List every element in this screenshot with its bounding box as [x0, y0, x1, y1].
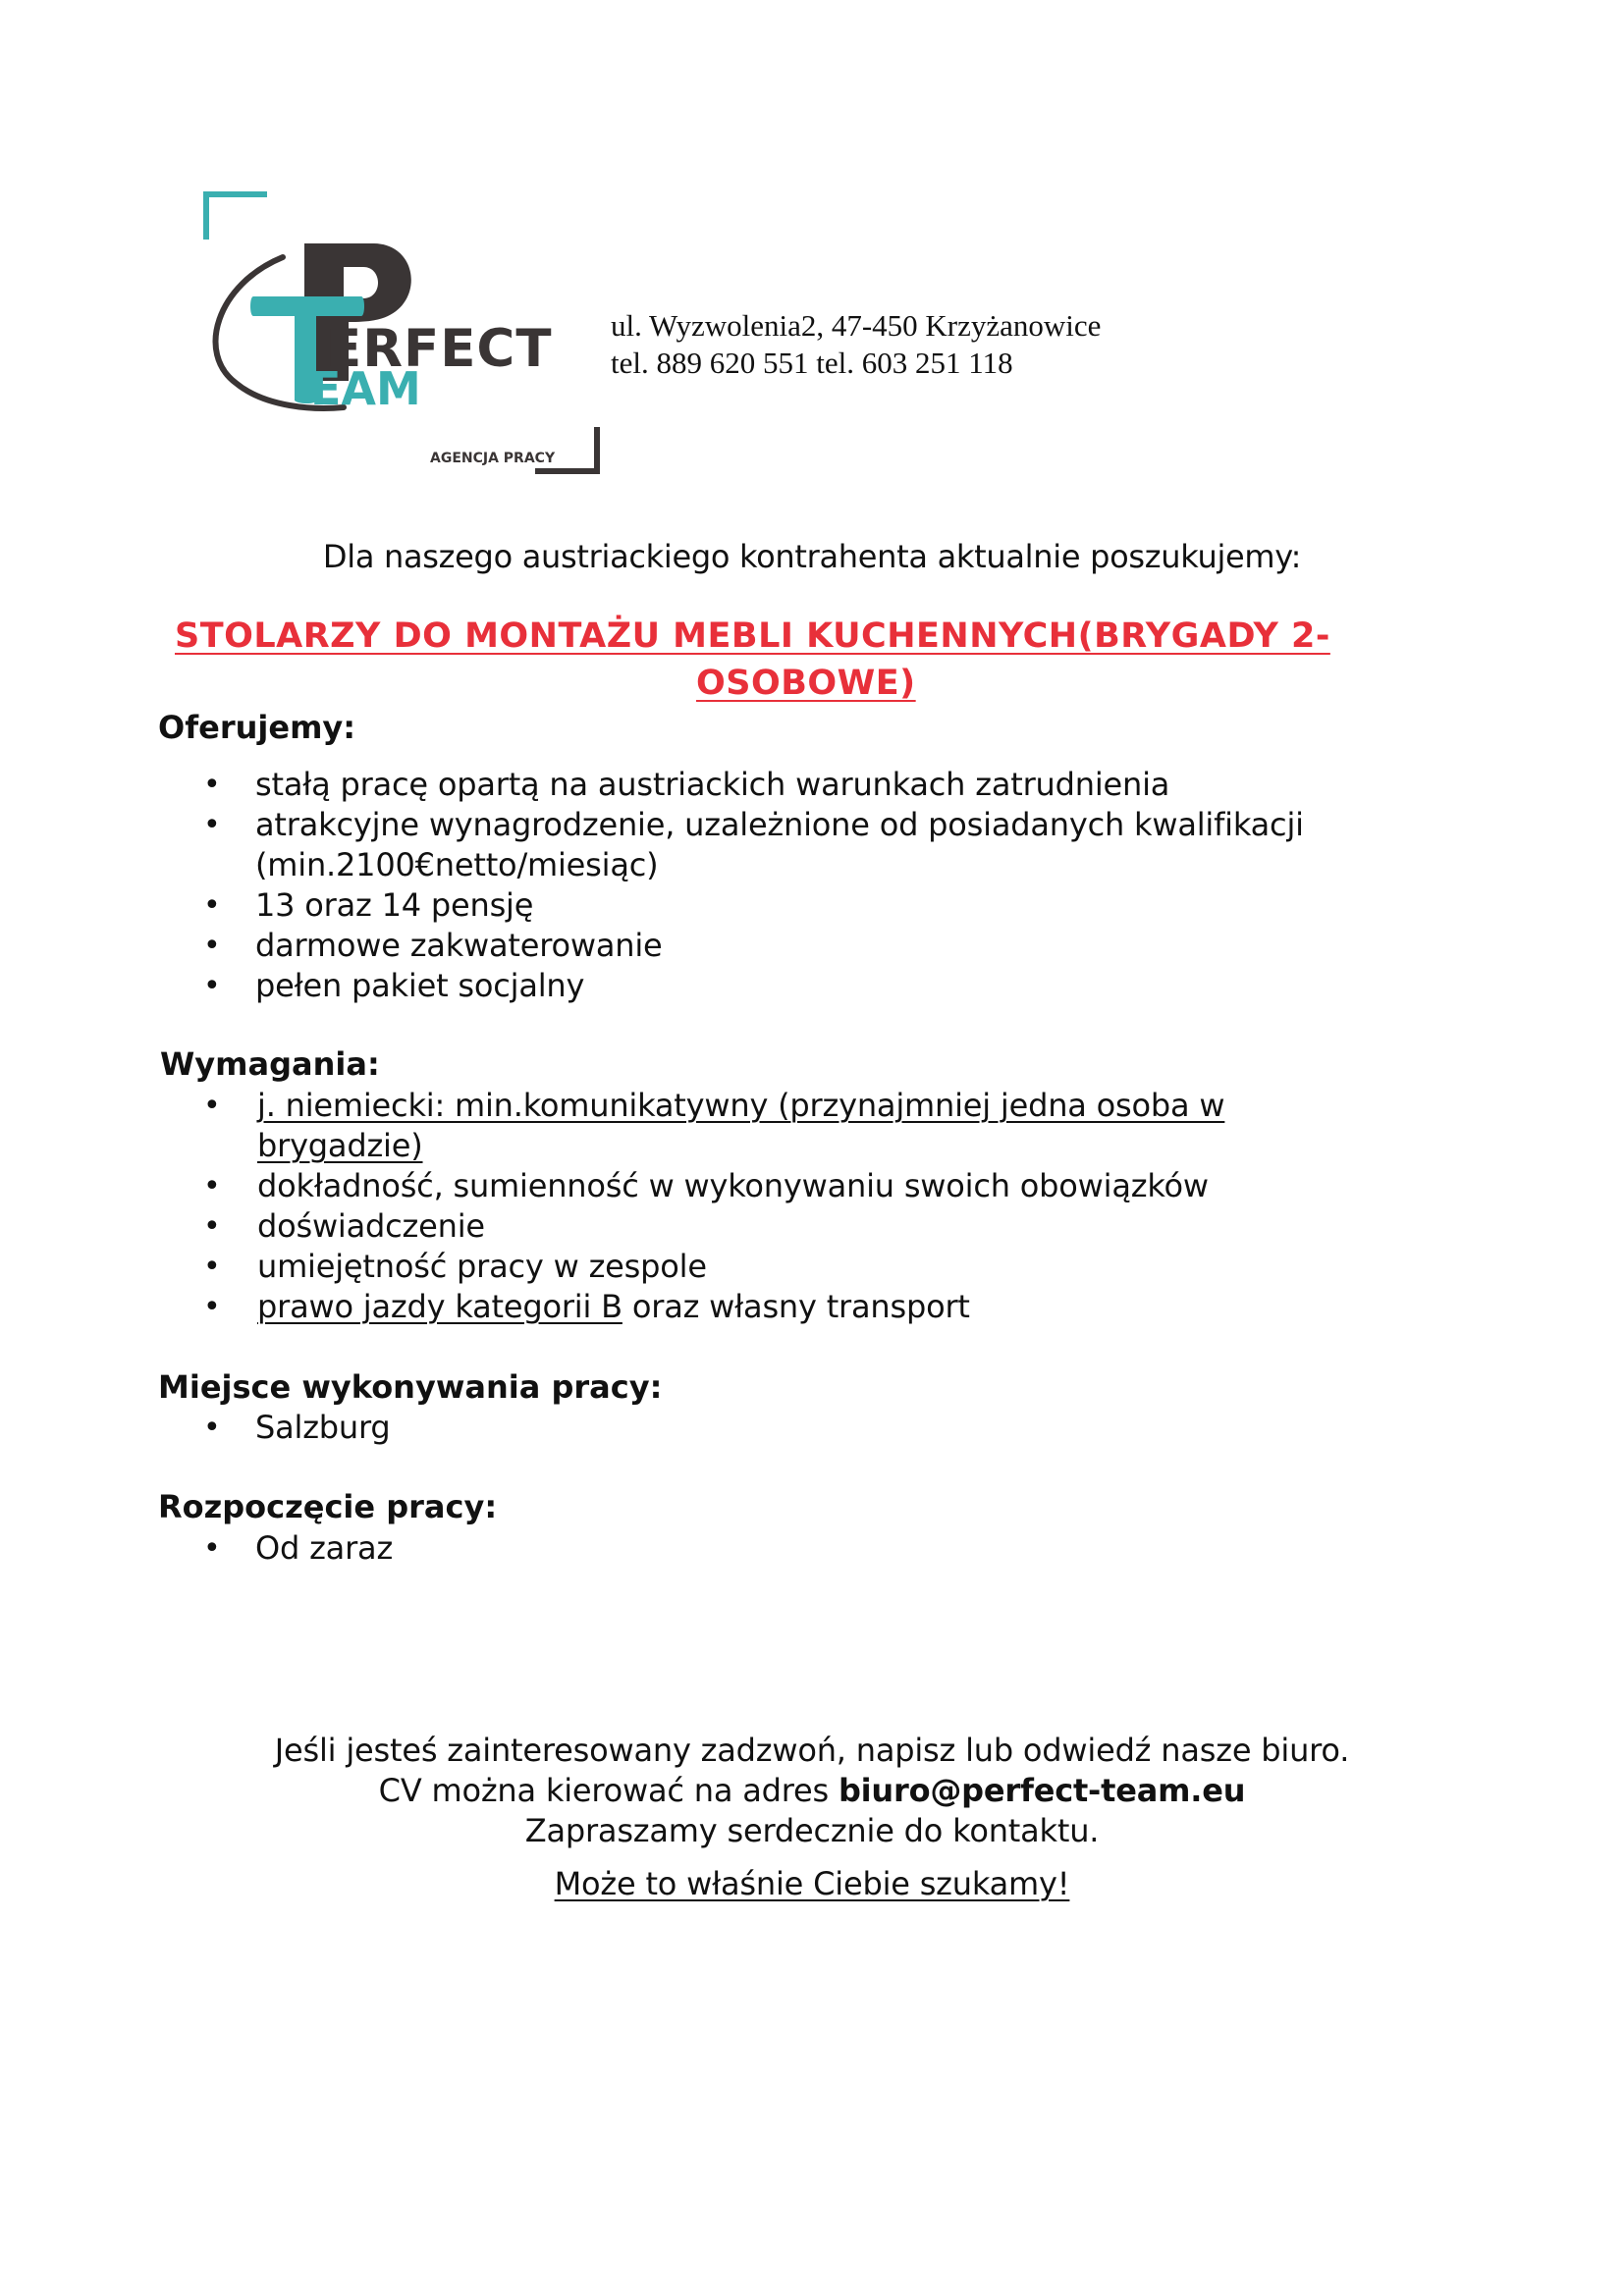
- offer-item: pełen pakiet socjalny: [255, 967, 585, 1004]
- logo-graphic: [196, 187, 619, 481]
- intro-text: Dla naszego austriackiego kontrahenta aktualnie poszukujemy:: [322, 538, 1302, 575]
- job-title-line-2: OSOBOWE): [696, 664, 916, 703]
- start-heading: Rozpoczęcie pracy:: [158, 1488, 498, 1525]
- bullet-icon: •: [203, 1209, 221, 1244]
- requirement-item-rest: oraz własny transport: [622, 1288, 970, 1325]
- offer-item: atrakcyjne wynagrodzenie, uzależnione od posiadanych kwalifikacji: [255, 806, 1304, 843]
- requirement-item-underlined: prawo jazdy kategorii B: [257, 1288, 623, 1325]
- footer-cv-text: CV można kierować na adres: [378, 1772, 839, 1809]
- offer-item: 13 oraz 14 pensję: [255, 886, 534, 924]
- bullet-icon: •: [203, 1250, 221, 1284]
- location-item: Salzburg: [255, 1409, 391, 1446]
- bullet-icon: •: [203, 1089, 221, 1123]
- start-item: Od zaraz: [255, 1529, 394, 1567]
- requirement-item: doświadczenie: [257, 1207, 485, 1245]
- contact-address: ul. Wyzwolenia2, 47-450 Krzyżanowice: [611, 308, 1102, 343]
- requirement-item: dokładność, sumienność w wykonywaniu swoich obowiązków: [257, 1167, 1209, 1204]
- location-heading: Miejsce wykonywania pracy:: [158, 1368, 663, 1406]
- bullet-icon: •: [203, 1411, 221, 1445]
- bullet-icon: •: [203, 969, 221, 1003]
- job-title-line-1: STOLARZY DO MONTAŻU MEBLI KUCHENNYCH(BRYGADY 2-: [175, 616, 1330, 656]
- bullet-icon: •: [203, 1531, 221, 1566]
- bullet-icon: •: [203, 808, 221, 842]
- contact-email-link[interactable]: biuro@perfect-team.eu: [838, 1772, 1246, 1809]
- footer-line-1: Jeśli jesteś zainteresowany zadzwoń, napisz lub odwiedź nasze biuro.: [274, 1732, 1350, 1769]
- contact-phones: tel. 889 620 551 tel. 603 251 118: [611, 346, 1013, 380]
- requirement-item: umiejętność pracy w zespole: [257, 1248, 707, 1285]
- bullet-icon: •: [203, 1169, 221, 1203]
- logo-word-erfect: ERFECT: [326, 319, 553, 379]
- offer-heading: Oferujemy:: [158, 709, 356, 746]
- logo-tagline: AGENCJA PRACY: [430, 451, 556, 466]
- requirements-heading: Wymagania:: [160, 1045, 380, 1083]
- footer-line-3: Zapraszamy serdecznie do kontaktu.: [524, 1812, 1100, 1849]
- bullet-icon: •: [203, 888, 221, 923]
- offer-item: darmowe zakwaterowanie: [255, 927, 663, 964]
- offer-item-continuation: (min.2100€netto/miesiąc): [255, 846, 659, 883]
- footer-line-2: [0, 1772, 1624, 1809]
- bullet-icon: •: [203, 929, 221, 963]
- requirement-item: [257, 1288, 970, 1325]
- offer-item: stałą pracę opartą na austriackich warunkach zatrudnienia: [255, 766, 1170, 803]
- bullet-icon: •: [203, 1290, 221, 1324]
- footer-closing: [0, 1865, 1624, 1902]
- bullet-icon: •: [203, 768, 221, 802]
- logo-corner-bracket-teal: [206, 194, 267, 240]
- logo-word-eam: EAM: [310, 362, 421, 415]
- requirement-item: j. niemiecki: min.komunikatywny (przynajmniej jedna osoba w: [257, 1087, 1225, 1124]
- closing-text: Może to właśnie Ciebie szukamy!: [554, 1865, 1070, 1902]
- requirement-item-continuation: brygadzie): [257, 1127, 423, 1164]
